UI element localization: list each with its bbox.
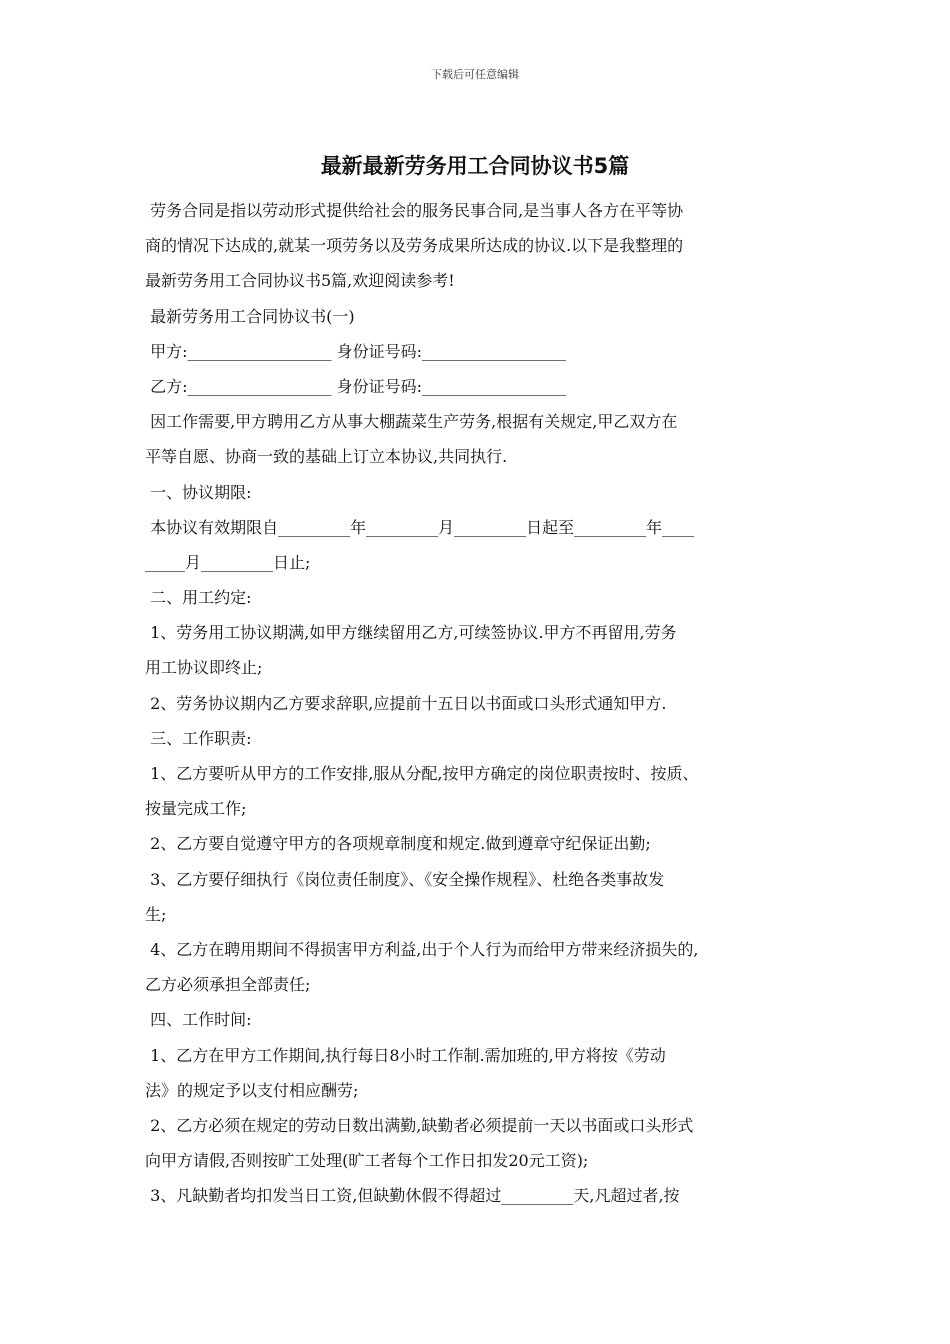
section-heading: 二、用工约定: <box>145 588 252 608</box>
text-line: 乙方必须承担全部责任; <box>145 975 311 995</box>
section-heading: 三、工作职责: <box>145 728 252 748</box>
party-b-line: 乙方:__________________ 身份证号码:__________________ <box>145 376 566 396</box>
text-line: 2、乙方要自觉遵守甲方的各项规章制度和规定.做到遵章守纪保证出勤; <box>145 834 651 854</box>
text-line: 3、乙方要仔细执行《岗位责任制度》、《安全操作规程》、杜绝各类事故发 <box>145 869 665 889</box>
header-note: 下载后可任意编辑 <box>431 68 519 81</box>
text-line: 因工作需要,甲方聘用乙方从事大棚蔬菜生产劳务,根据有关规定,甲乙双方在 <box>145 412 678 432</box>
section-heading: 一、协议期限: <box>145 482 252 502</box>
text-line: _____月_________日止; <box>145 552 311 572</box>
text-line: 劳务合同是指以劳动形式提供给社会的服务民事合同,是当事人各方在平等协 <box>145 201 684 220</box>
text-line: 1、劳务用工协议期满,如甲方继续留用乙方,可续签协议.甲方不再留用,劳务 <box>145 623 677 643</box>
text-line: 商的情况下达成的,就某一项劳务以及劳务成果所达成的协议.以下是我整理的 <box>145 236 684 256</box>
text-line: 生; <box>145 904 167 924</box>
text-line: 法》的规定予以支付相应酬劳; <box>145 1080 359 1100</box>
party-a-line: 甲方:__________________ 身份证号码:__________________ <box>145 341 566 361</box>
text-line: 按量完成工作; <box>145 799 247 819</box>
document-body <box>145 193 817 1213</box>
text-line: 1、乙方在甲方工作期间,执行每日8小时工作制.需加班的,甲方将按《劳动 <box>145 1045 666 1065</box>
text-line: 4、乙方在聘用期间不得损害甲方利益,出于个人行为而给甲方带来经济损失的, <box>145 939 699 959</box>
text-line: 用工协议即终止; <box>145 658 263 678</box>
text-line: 1、乙方要听从甲方的工作安排,服从分配,按甲方确定的岗位职责按时、按质、 <box>145 764 699 783</box>
text-line: 2、乙方必须在规定的劳动日数出满勤,缺勤者必须提前一天以书面或口头形式 <box>145 1115 694 1135</box>
text-line: 2、劳务协议期内乙方要求辞职,应提前十五日以书面或口头形式通知甲方. <box>145 693 667 713</box>
text-line: 本协议有效期限自_________年_________月_________日起至_________年____ <box>145 517 695 537</box>
text-line: 最新劳务用工合同协议书5篇,欢迎阅读参考! <box>145 271 455 291</box>
text-line: 向甲方请假,否则按旷工处理(旷工者每个工作日扣发20元工资); <box>145 1151 589 1171</box>
text-line: 平等自愿、协商一致的基础上订立本协议,共同执行. <box>145 447 508 467</box>
text-line: 3、凡缺勤者均扣发当日工资,但缺勤休假不得超过_________天,凡超过者,按 <box>145 1186 680 1206</box>
section-heading: 最新劳务用工合同协议书(一) <box>145 306 355 326</box>
document-title: 最新最新劳务用工合同协议书5篇 <box>320 154 630 178</box>
section-heading: 四、工作时间: <box>145 1010 252 1030</box>
